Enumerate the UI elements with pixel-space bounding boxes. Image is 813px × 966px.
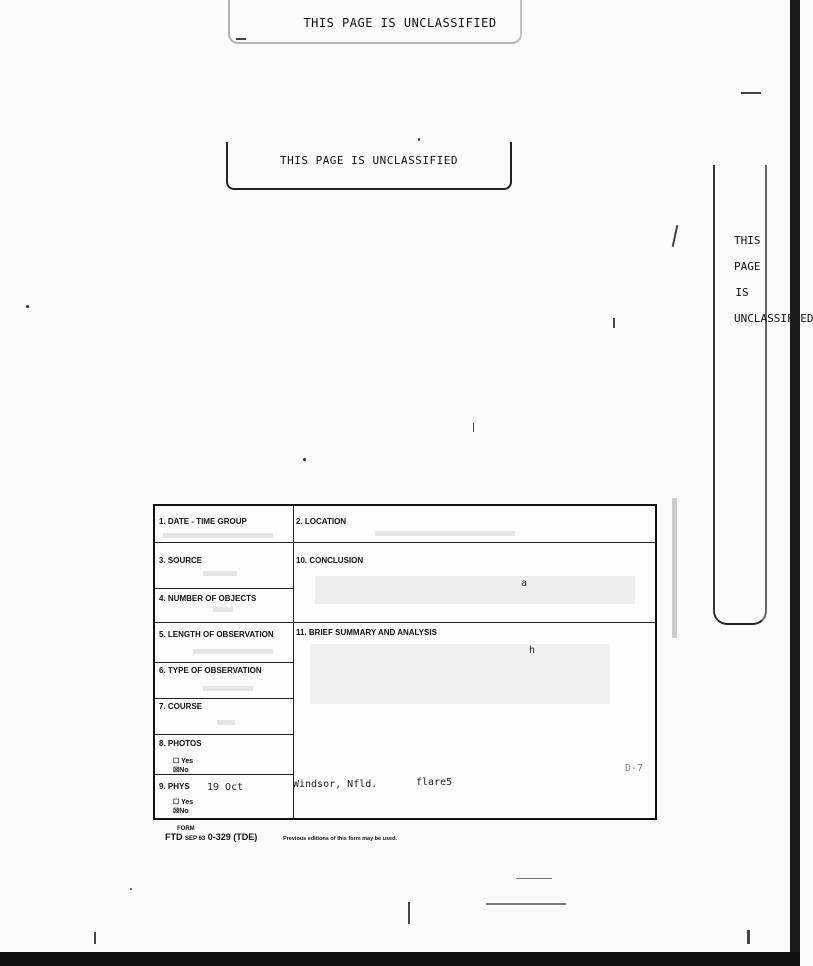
scan-scratch bbox=[473, 423, 474, 432]
faded-entry-length bbox=[193, 649, 273, 654]
letter-h: h bbox=[529, 645, 536, 656]
scan-scratch bbox=[672, 498, 677, 638]
scan-scratch bbox=[613, 318, 615, 328]
scan-scratch bbox=[516, 878, 552, 879]
checkbox-icon: ☐ bbox=[173, 799, 180, 806]
scan-scratch bbox=[747, 930, 750, 944]
form-divider bbox=[155, 542, 655, 543]
form-identifier bbox=[165, 826, 257, 842]
faded-entry-count bbox=[213, 607, 233, 612]
date-time-label: 1. DATE - TIME GROUP bbox=[159, 517, 247, 526]
scan-scratch bbox=[486, 903, 566, 905]
physical-evidence-options bbox=[173, 798, 193, 816]
faded-entry-location bbox=[375, 531, 515, 536]
middle-classification-banner: THIS PAGE IS UNCLASSIFIED bbox=[279, 154, 459, 167]
checked-box-icon: ☒ bbox=[173, 767, 180, 774]
scan-scratch bbox=[236, 38, 246, 40]
faded-entry-source bbox=[203, 571, 237, 576]
faded-entry-type bbox=[203, 686, 253, 691]
page-reference: D-7 bbox=[625, 763, 644, 774]
scan-scratch bbox=[741, 92, 761, 94]
scan-speck bbox=[303, 458, 306, 461]
photos-no-option: No bbox=[179, 767, 189, 774]
photos-label: 8. PHOTOS bbox=[159, 739, 202, 748]
type-of-observation-label: 6. TYPE OF OBSERVATION bbox=[159, 666, 262, 675]
form-id: FTD bbox=[165, 832, 183, 842]
form-divider bbox=[155, 698, 293, 699]
faded-entry-date bbox=[163, 533, 273, 538]
brief-summary-label: 11. BRIEF SUMMARY AND ANALYSIS bbox=[296, 628, 437, 637]
location-label: 2. LOCATION bbox=[296, 517, 347, 526]
form-divider bbox=[155, 622, 655, 623]
checkbox-icon: ☐ bbox=[173, 758, 180, 765]
scan-speck bbox=[418, 138, 420, 141]
scan-scratch bbox=[408, 902, 410, 924]
scan-speck bbox=[130, 888, 132, 890]
scan-speck bbox=[26, 305, 29, 308]
faded-entry-summary bbox=[310, 644, 610, 704]
form-footer-note: Previous editions of this form may be used. bbox=[283, 836, 397, 842]
middle-banner-bracket bbox=[226, 142, 512, 190]
source-label: 3. SOURCE bbox=[159, 556, 203, 565]
phys-yes-option: Yes bbox=[181, 799, 194, 806]
number-of-objects-label: 4. NUMBER OF OBJECTS bbox=[159, 594, 257, 603]
sighting-report-form bbox=[153, 504, 657, 820]
letter-a: a bbox=[521, 578, 528, 589]
checked-box-icon: ☒ bbox=[173, 808, 180, 815]
form-divider bbox=[155, 734, 293, 735]
top-classification-banner: THIS PAGE IS UNCLASSIFIED bbox=[303, 16, 497, 30]
form-date: SEP 63 bbox=[185, 836, 206, 842]
side-classification-banner: THIS PAGE IS UNCLASSIFIED bbox=[734, 234, 813, 325]
form-divider bbox=[293, 506, 294, 818]
faded-entry-course bbox=[217, 720, 235, 725]
phys-no-option: No bbox=[179, 808, 189, 815]
photos-options bbox=[173, 757, 193, 775]
physical-evidence-label: 9. PHYS bbox=[159, 782, 190, 791]
form-divider bbox=[155, 662, 293, 663]
conclusion-overlay: flare5 bbox=[416, 777, 453, 788]
date-overlay: 19 Oct bbox=[207, 782, 244, 793]
photos-yes-option: Yes bbox=[181, 758, 194, 765]
form-divider bbox=[155, 588, 293, 589]
course-label: 7. COURSE bbox=[159, 702, 203, 711]
faded-entry-conclusion bbox=[315, 576, 635, 604]
form-word: FORM bbox=[177, 826, 195, 832]
location-overlay: Windsor, Nfld. bbox=[293, 779, 378, 790]
form-number: 0-329 (TDE) bbox=[207, 832, 258, 842]
length-of-observation-label: 5. LENGTH OF OBSERVATION bbox=[159, 630, 274, 639]
scan-scratch bbox=[94, 932, 96, 944]
conclusion-label: 10. CONCLUSION bbox=[296, 556, 364, 565]
scan-scratch bbox=[672, 225, 679, 247]
